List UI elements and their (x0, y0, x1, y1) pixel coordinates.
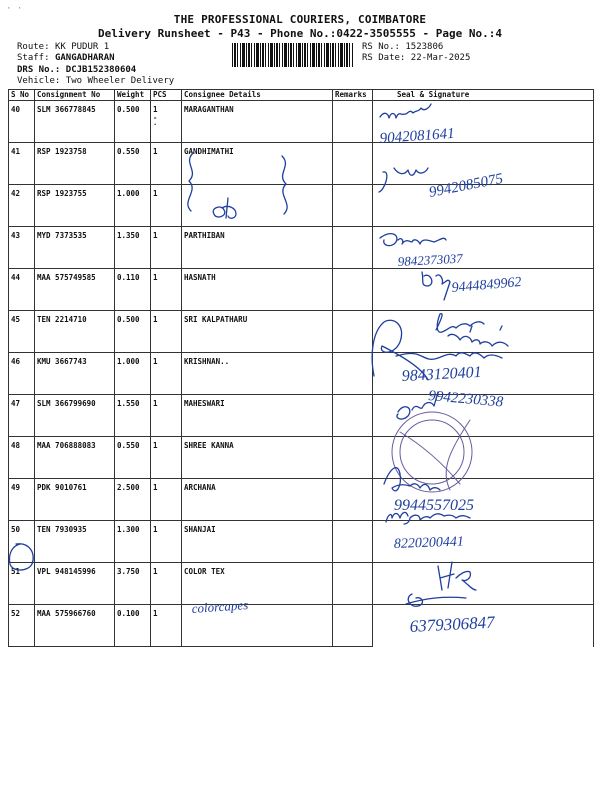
cell-weight: 1.300 (115, 521, 151, 563)
cell-remarks (333, 395, 373, 437)
cell-remarks (333, 563, 373, 605)
cell-consignee: HASNATH (182, 269, 333, 311)
cell-signature (373, 185, 594, 227)
cell-weight: 0.500 (115, 311, 151, 353)
table-row (9, 143, 594, 185)
route-label: Route: (17, 42, 50, 52)
cell-sno: 51 (9, 563, 35, 605)
cell-remarks (333, 185, 373, 227)
cell-pcs: 1 (151, 143, 182, 185)
cell-signature (373, 353, 594, 395)
cell-remarks (333, 227, 373, 269)
col-header-pcs: PCS (151, 90, 182, 101)
cell-signature (373, 521, 594, 563)
cell-sno: 52 (9, 605, 35, 647)
cell-pcs: 1 (151, 311, 182, 353)
cell-pcs: 1 (151, 437, 182, 479)
cell-signature (373, 395, 594, 437)
cell-sno: 47 (9, 395, 35, 437)
cell-sno: 48 (9, 437, 35, 479)
rs-date-label: RS Date: (362, 53, 406, 63)
cell-consignee (182, 605, 333, 647)
col-header-consignment: Consignment No (35, 90, 115, 101)
cell-signature (373, 269, 594, 311)
table-row (9, 101, 594, 143)
cell-signature (373, 563, 594, 605)
cell-consignee: GANDHIMATHI (182, 143, 333, 185)
cell-weight: 0.550 (115, 437, 151, 479)
table-row (9, 353, 594, 395)
handwritten-phone: 8220200441 (393, 534, 465, 552)
drs-label: DRS No.: (17, 65, 61, 75)
table-row (9, 479, 594, 521)
cell-signature (373, 227, 594, 269)
cell-weight: 1.000 (115, 185, 151, 227)
cell-sno: 46 (9, 353, 35, 395)
handwritten-phone: 9942085075 (427, 170, 505, 201)
cell-remarks (333, 521, 373, 563)
cell-consignee: SHANJAI (182, 521, 333, 563)
cell-signature (373, 311, 594, 353)
col-header-seal-signature: Seal & Signature (373, 90, 594, 101)
cell-consignment: MAA 575966760 (35, 605, 115, 647)
drs-line (17, 65, 136, 76)
company-title: THE PROFESSIONAL COURIERS, COIMBATORE (173, 13, 427, 26)
table-row (9, 227, 594, 269)
cell-signature (373, 143, 594, 185)
handwritten-phone: 9944557025 (394, 497, 474, 514)
cell-pcs (151, 101, 182, 143)
runsheet-title: Delivery Runsheet - P43 - Phone No.:0422-3505555 - Page No.:4 (98, 27, 502, 40)
cell-sno: 43 (9, 227, 35, 269)
cell-consignment: SLM 366778845 (35, 101, 115, 143)
cell-pcs: 1 (151, 395, 182, 437)
cell-consignment: RSP 1923755 (35, 185, 115, 227)
table-row (9, 605, 594, 647)
cell-consignment: RSP 1923758 (35, 143, 115, 185)
cell-consignment: MYD 7373535 (35, 227, 115, 269)
cell-pcs: 1 (151, 479, 182, 521)
table-row (9, 269, 594, 311)
cell-remarks (333, 353, 373, 395)
cell-remarks (333, 605, 373, 647)
cell-sno: 49 (9, 479, 35, 521)
cell-consignment: VPL 948145996 (35, 563, 115, 605)
cell-consignment: TEN 7930935 (35, 521, 115, 563)
staff-value: GANGADHARAN (54, 53, 115, 63)
vehicle-line (17, 76, 174, 87)
cell-signature (373, 101, 594, 143)
cell-remarks (333, 269, 373, 311)
cell-consignee: COLOR TEX (182, 563, 333, 605)
rs-no-line (362, 42, 443, 53)
cell-weight: 0.110 (115, 269, 151, 311)
drs-value: DCJB152380604 (65, 65, 137, 75)
staff-label: Staff: (17, 53, 50, 63)
cell-pcs: 1 (151, 227, 182, 269)
cell-consignment: MAA 706888083 (35, 437, 115, 479)
pcs-value: 1 (153, 105, 158, 114)
handwritten-phone: 9843120401 (401, 363, 483, 385)
cell-remarks (333, 479, 373, 521)
handwritten-phone: 9042081641 (379, 125, 456, 147)
cell-pcs: 1 (151, 269, 182, 311)
col-header-remarks: Remarks (333, 90, 373, 101)
cell-consignment: KMU 3667743 (35, 353, 115, 395)
cell-pcs: 1 (151, 563, 182, 605)
rs-no-label: RS No.: (362, 42, 400, 52)
cell-pcs: 1 (151, 521, 182, 563)
cell-sno: 50 (9, 521, 35, 563)
cell-consignee: PARTHIBAN (182, 227, 333, 269)
cell-pcs: 1 (151, 605, 182, 647)
cell-weight: 3.750 (115, 563, 151, 605)
handwritten-phone: 6379306847 (409, 612, 496, 636)
table-row (9, 437, 594, 479)
cell-weight: 1.550 (115, 395, 151, 437)
cell-consignee: ARCHANA (182, 479, 333, 521)
handwritten-phone: 9942230338 (427, 388, 504, 411)
handwritten-phone: 9842373037 (397, 250, 464, 269)
cell-remarks (333, 311, 373, 353)
cell-consignee: MAHESWARI (182, 395, 333, 437)
cell-weight: 0.100 (115, 605, 151, 647)
cell-consignee: SRI KALPATHARU (182, 311, 333, 353)
cell-consignment: SLM 366799690 (35, 395, 115, 437)
rs-date-value: 22-Mar-2025 (410, 53, 471, 63)
table-header-row (9, 90, 594, 101)
cell-weight: 0.550 (115, 143, 151, 185)
table-row (9, 311, 594, 353)
barcode (232, 43, 354, 67)
cell-consignee: MARAGANTHAN (182, 101, 333, 143)
cell-consignee (182, 185, 333, 227)
cell-consignee: SHREE KANNA (182, 437, 333, 479)
cell-pcs: 1 (151, 185, 182, 227)
rs-no-value: 1523806 (405, 42, 444, 52)
cell-sno: 44 (9, 269, 35, 311)
handwritten-consignee: colorcapes (191, 597, 249, 616)
cell-sno: 45 (9, 311, 35, 353)
cell-sno: 42 (9, 185, 35, 227)
cell-consignment: TEN 2214710 (35, 311, 115, 353)
cell-remarks (333, 437, 373, 479)
cell-sno: 41 (9, 143, 35, 185)
route-value: KK PUDUR 1 (54, 42, 110, 52)
col-header-weight: Weight (115, 90, 151, 101)
runsheet-table (8, 89, 594, 647)
staff-line (17, 53, 115, 64)
col-header-consignee: Consignee Details (182, 90, 333, 101)
cell-consignee: KRISHNAN.. (182, 353, 333, 395)
cell-remarks (333, 101, 373, 143)
handwritten-phone: 9444849962 (451, 274, 523, 296)
vehicle-value: Two Wheeler Delivery (65, 76, 175, 86)
cell-signature (373, 605, 594, 647)
cell-weight: 2.500 (115, 479, 151, 521)
cell-consignment: MAA 575749585 (35, 269, 115, 311)
tick-mark: - (153, 114, 158, 122)
vehicle-label: Vehicle: (17, 76, 61, 86)
cell-remarks (333, 143, 373, 185)
cell-consignment: PDK 9010761 (35, 479, 115, 521)
table-row (9, 521, 594, 563)
cell-weight: 1.000 (115, 353, 151, 395)
table-row (9, 185, 594, 227)
cell-signature (373, 479, 594, 521)
tick-mark: · (153, 121, 158, 129)
cell-pcs: 1 (151, 353, 182, 395)
cell-weight: 1.350 (115, 227, 151, 269)
rs-date-line (362, 53, 470, 64)
col-header-sno: S No (9, 90, 35, 101)
cell-sno: 40 (9, 101, 35, 143)
stray-mark: · · (6, 4, 23, 14)
table-row (9, 563, 594, 605)
table-row (9, 395, 594, 437)
route-line (17, 42, 109, 53)
cell-signature (373, 437, 594, 479)
cell-weight: 0.500 (115, 101, 151, 143)
